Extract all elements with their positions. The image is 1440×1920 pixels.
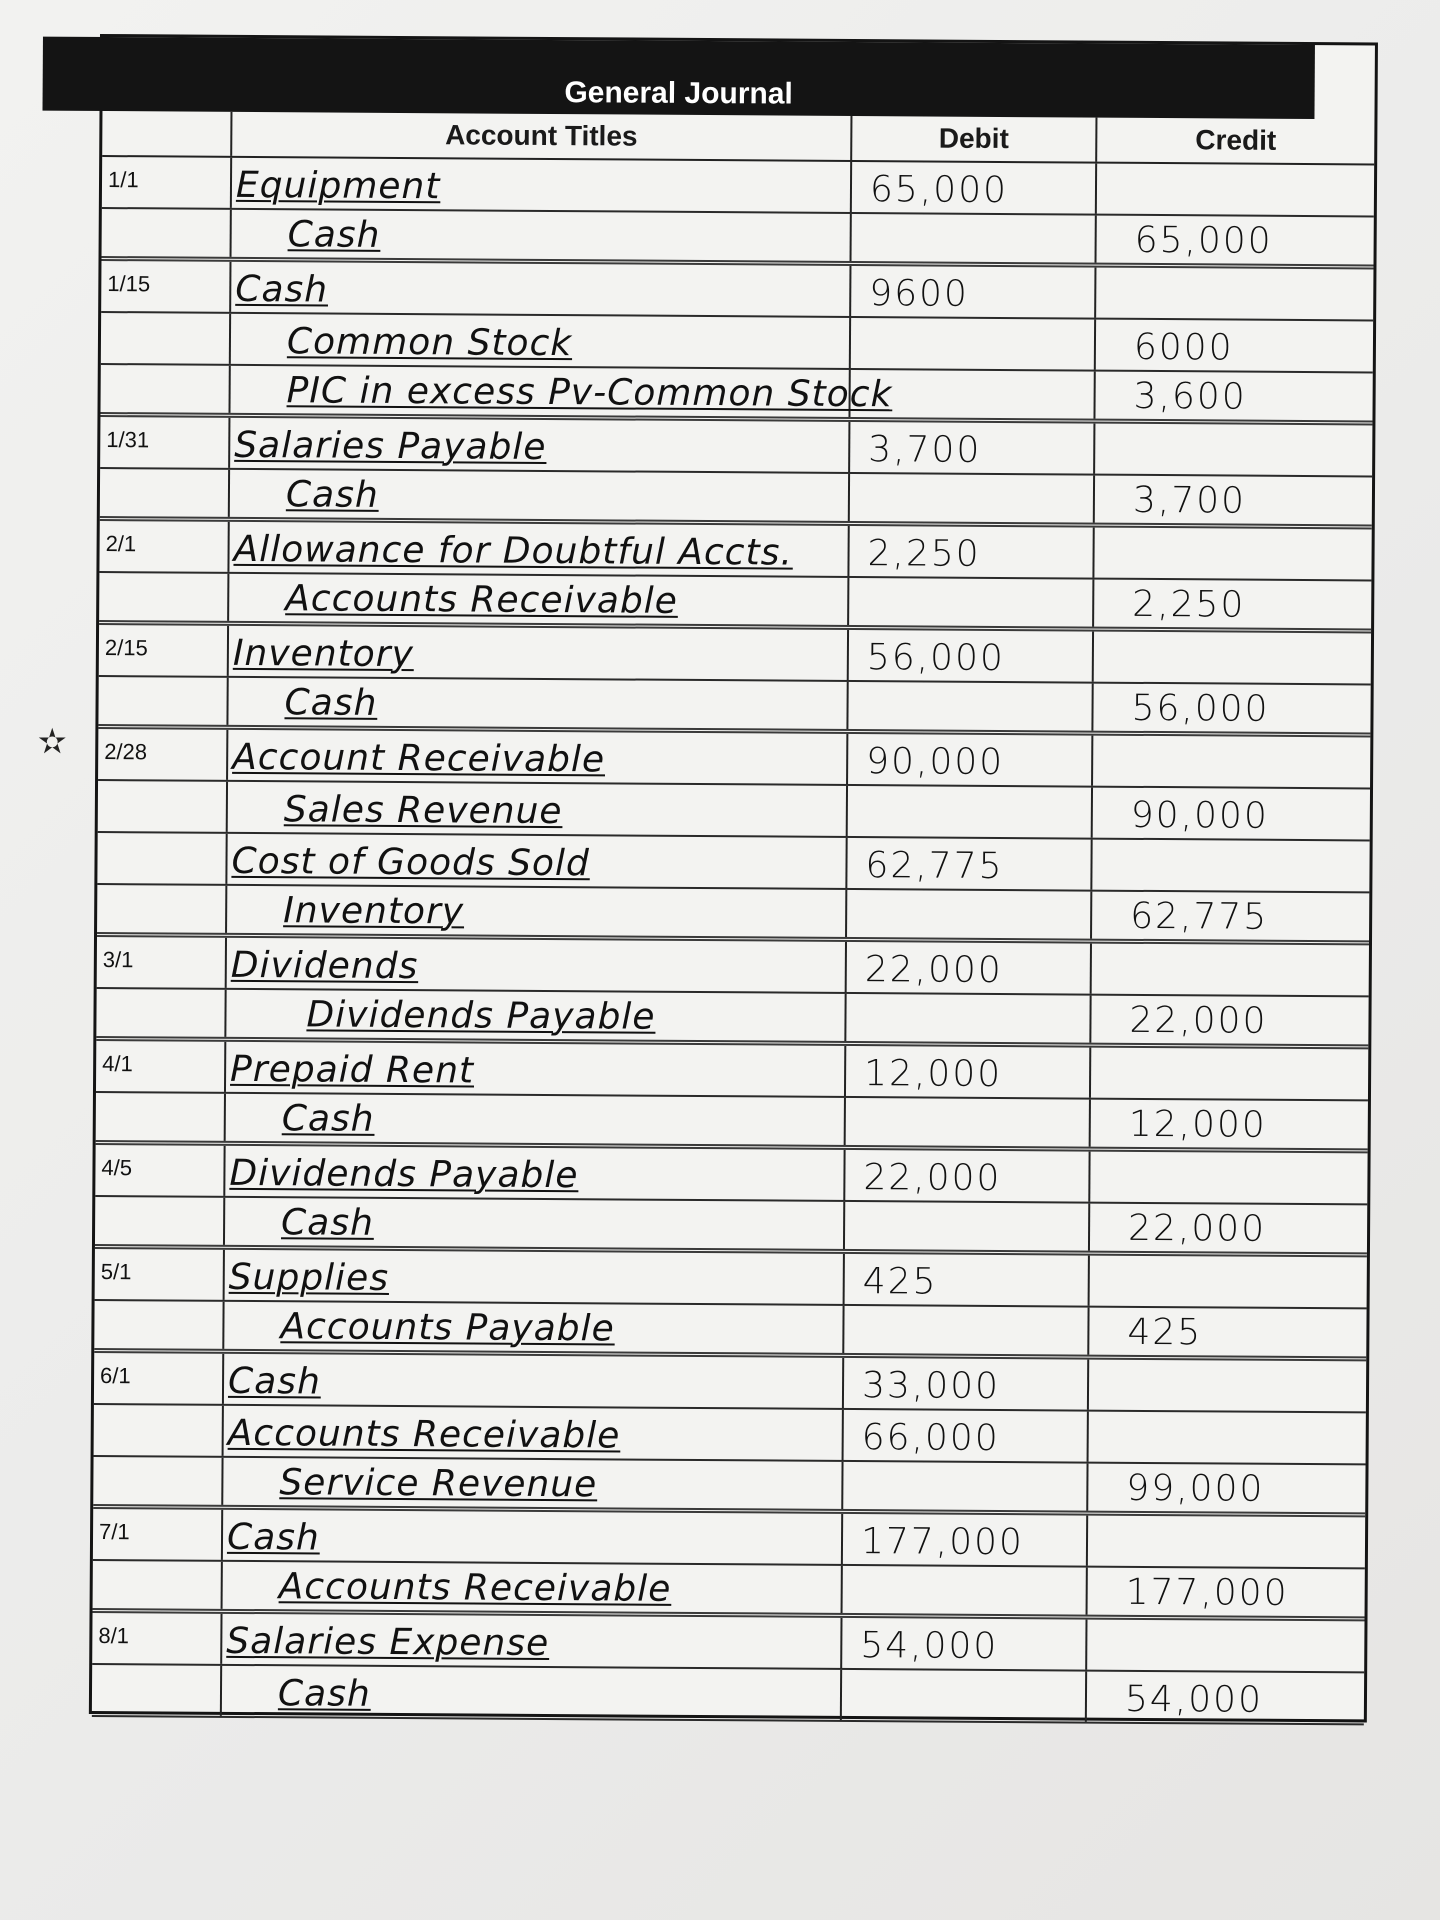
row-account-title-cell [231,262,851,316]
row-debit: 22,000 [863,1157,1002,1200]
row-date: 1/31 [106,427,150,453]
row-date-cell [100,365,230,413]
row-debit-cell [842,1670,1087,1722]
row-date: 2/15 [104,635,148,661]
row-account-title-cell [225,1146,845,1200]
row-date-cell [100,417,230,468]
journal-title: General Journal [42,37,1314,119]
row-debit-cell [851,266,1096,318]
row-date: 7/1 [98,1519,130,1545]
row-credit-cell [1089,1308,1366,1357]
row-credit: 425 [1127,1311,1203,1354]
row-account-title: Common Stock [286,321,573,365]
row-account-title-cell [226,990,846,1041]
journal-row [97,885,1369,945]
journal-row [98,677,1370,737]
account-titles-header: Account Titles [232,112,852,160]
row-date: 8/1 [98,1623,130,1649]
journal-row [92,1665,1364,1725]
row-debit-cell [845,1202,1090,1251]
journal-row [101,261,1373,321]
row-debit-cell [847,838,1092,890]
row-date: 2/28 [104,739,148,765]
row-credit-cell [1091,996,1368,1045]
row-date-cell [95,1145,225,1196]
row-account-title: Dividends Payable [229,1152,579,1197]
column-header-row [102,111,1374,165]
row-account-title-cell [227,938,847,992]
date-column-header [102,111,232,156]
row-credit-cell [1096,268,1373,320]
row-debit-cell [852,162,1097,214]
row-credit-cell [1093,736,1370,788]
row-account-title: Accounts Payable [280,1306,615,1350]
row-date-cell [92,1613,222,1664]
row-account-title-cell [228,782,848,836]
row-date-cell [93,1561,223,1609]
row-date-cell [101,261,231,312]
journal-row [97,833,1369,893]
row-date-cell [98,781,228,832]
row-date-cell [96,1041,226,1092]
margin-star-mark: ✫ [38,722,67,762]
row-account-title-cell [224,1406,844,1460]
row-account-title-cell [230,366,893,417]
journal-row [100,469,1372,529]
row-date-cell [97,885,227,933]
row-account-title-cell [224,1302,844,1353]
row-date: 2/1 [105,531,137,557]
row-debit-cell [848,682,1093,731]
row-account-title: Cost of Goods Sold [231,840,591,885]
row-account-title: Accounts Receivable [285,578,679,622]
row-account-title: Cash [281,1098,375,1140]
row-credit-cell [1090,1152,1367,1204]
row-account-title-cell [232,158,852,212]
journal-row [92,1613,1364,1673]
row-account-title: Inventory [232,632,414,676]
journal-row [94,1353,1366,1413]
row-credit: 22,000 [1127,1207,1267,1250]
row-account-title-cell [226,1094,846,1145]
journal-row [95,1249,1367,1309]
row-date: 4/5 [101,1155,133,1181]
row-date-cell [95,1197,225,1245]
journal-row [101,209,1373,269]
row-account-title-cell [229,522,849,576]
row-debit-cell [848,734,1093,786]
row-debit: 54,000 [860,1625,999,1667]
row-credit-cell [1088,1464,1365,1513]
row-credit-cell [1093,684,1370,733]
row-account-title: Salaries Payable [234,424,547,468]
row-date-cell [99,625,229,676]
row-credit-cell [1090,1256,1367,1308]
row-credit: 56,000 [1131,687,1270,730]
row-debit: 12,000 [863,1053,1003,1096]
row-credit-cell [1095,476,1372,525]
row-credit: 2,250 [1132,583,1246,626]
row-account-title: Cash [227,1360,321,1403]
row-date-cell [97,937,227,988]
row-account-title-cell [229,574,849,625]
journal-row [102,157,1374,217]
row-credit: 62,775 [1130,895,1269,938]
row-date-cell [93,1509,223,1560]
row-account-title: Sales Revenue [283,789,563,833]
row-debit: 62,775 [865,845,1004,888]
row-debit-cell [849,526,1094,578]
row-account-title-cell [225,1250,845,1304]
credit-header: Credit [1195,124,1277,156]
row-account-title-cell [227,886,847,937]
row-date-cell [100,469,230,517]
row-date-cell [93,1457,223,1505]
row-account-title-cell [222,1666,842,1720]
row-account-title: Prepaid Rent [230,1048,475,1092]
row-debit: 90,000 [866,741,1005,784]
row-date: 3/1 [102,947,134,973]
row-account-title: Service Revenue [279,1462,598,1506]
row-date-cell [98,729,228,780]
row-account-title-cell [229,626,849,680]
row-debit-cell [846,1098,1091,1147]
row-date-cell [95,1249,225,1300]
row-account-title-cell [224,1354,844,1408]
row-date-cell [94,1405,224,1456]
row-debit-cell [842,1618,1087,1670]
row-credit: 22,000 [1129,999,1268,1042]
journal-row [96,1093,1368,1153]
row-debit-cell [850,370,1095,419]
row-debit: 33,000 [861,1365,1001,1407]
row-account-title-cell [223,1510,843,1564]
journal-row [93,1457,1365,1517]
row-date-cell [98,677,228,725]
row-account-title-cell [226,1042,846,1096]
row-date-cell [92,1665,222,1716]
row-debit: 2,250 [867,533,981,575]
row-debit-cell [850,474,1095,523]
row-debit-cell [847,942,1092,994]
row-debit-cell [848,786,1093,838]
journal-row [97,937,1369,997]
row-credit-cell [1091,1048,1368,1100]
row-account-title: Cash [280,1202,375,1244]
row-debit-cell [845,1150,1090,1202]
row-account-title-cell [222,1614,842,1668]
row-debit-cell [850,422,1095,474]
row-debit-cell [852,214,1097,263]
row-date-cell [99,521,229,572]
row-account-title-cell [231,314,851,368]
row-date-cell [102,157,232,208]
row-debit-cell [851,318,1096,370]
row-account-title-cell [228,730,848,784]
row-credit-cell [1095,424,1372,476]
row-debit: 65,000 [869,169,1009,212]
row-account-title-cell [223,1562,843,1613]
row-credit-cell [1088,1516,1365,1568]
row-debit-cell [845,1254,1090,1306]
row-debit-cell [849,630,1094,682]
row-account-title: Cash [235,268,329,311]
journal-row [100,417,1372,477]
row-debit: 3,700 [868,429,982,471]
row-date-cell [94,1353,224,1404]
row-debit-cell [847,890,1092,939]
row-account-title-cell [225,1198,845,1249]
row-account-title: Cash [226,1516,320,1559]
journal-row [96,989,1368,1049]
row-account-title: Equipment [235,164,441,208]
row-credit-cell [1090,1204,1367,1253]
row-debit-cell [849,578,1094,627]
row-credit-cell [1087,1672,1364,1724]
row-debit-cell [844,1306,1089,1355]
row-credit-cell [1092,892,1369,941]
row-credit: 3,700 [1132,479,1247,522]
row-date: 1/1 [107,167,139,193]
row-debit: 9600 [869,273,970,315]
row-credit-cell [1097,216,1374,265]
row-credit: 54,000 [1124,1678,1264,1721]
row-date: 5/1 [100,1259,132,1285]
row-debit-cell [846,994,1091,1043]
row-credit-cell [1089,1412,1366,1464]
row-account-title: Allowance for Doubtful Accts. [233,528,794,574]
row-credit-cell [1095,372,1372,421]
row-credit: 3,600 [1133,375,1247,418]
row-account-title-cell [230,470,850,521]
row-account-title-cell [230,418,850,472]
row-account-title: Account Receivable [232,736,606,781]
row-date-cell [102,209,232,257]
row-account-title: Supplies [228,1256,390,1299]
row-debit-cell [844,1358,1089,1410]
journal-row [95,1197,1367,1257]
row-credit-cell [1097,164,1374,216]
journal-row [95,1145,1367,1205]
row-account-title: Cash [285,474,379,516]
row-credit: 6000 [1133,326,1234,369]
row-date: 6/1 [100,1363,131,1389]
row-account-title-cell [232,210,852,261]
row-account-title: Cash [277,1673,371,1715]
row-account-title-cell [228,678,848,729]
row-date: 4/1 [102,1051,133,1077]
row-account-title: PIC in excess Pv-Common Stock [286,370,893,416]
row-credit-cell [1092,840,1369,892]
row-account-title: Cash [284,682,378,724]
row-debit-cell [844,1410,1089,1462]
row-account-title: Salaries Expense [226,1620,550,1665]
row-debit-cell [843,1462,1088,1511]
row-date-cell [101,313,231,364]
row-account-title: Accounts Receivable [227,1412,621,1457]
row-date-cell [94,1301,224,1349]
row-debit: 22,000 [864,949,1003,992]
row-credit-cell [1089,1360,1366,1412]
row-debit: 66,000 [861,1417,1000,1459]
row-credit-cell [1087,1620,1364,1672]
row-account-title: Inventory [283,890,465,933]
row-debit-cell [843,1566,1088,1615]
journal-row [100,365,1372,425]
row-date-cell [96,989,226,1037]
row-credit: 99,000 [1126,1467,1265,1510]
row-account-title: Dividends [230,944,419,988]
row-credit-cell [1091,1100,1368,1149]
row-account-title-cell [227,834,847,888]
row-credit: 90,000 [1130,794,1269,837]
row-credit: 177,000 [1125,1571,1289,1614]
row-debit-cell [846,1046,1091,1098]
journal-row [99,521,1371,581]
journal-row [98,781,1370,841]
row-date-cell [99,573,229,621]
row-account-title: Cash [287,214,381,256]
general-journal-table [89,34,1378,1722]
row-credit-cell [1092,944,1369,996]
row-debit: 177,000 [860,1521,1025,1564]
journal-row [93,1509,1365,1569]
journal-row [101,313,1373,373]
row-credit-cell [1094,528,1371,580]
row-credit: 65,000 [1134,219,1273,262]
journal-row [99,625,1371,685]
journal-row [94,1301,1366,1361]
row-credit-cell [1094,580,1371,629]
row-account-title: Dividends Payable [306,994,656,1038]
row-account-title-cell [223,1458,843,1509]
journal-entries [92,157,1374,1725]
row-credit-cell [1096,320,1373,372]
journal-row [94,1405,1366,1465]
row-debit-cell [843,1514,1088,1566]
journal-row [99,573,1371,633]
row-debit: 56,000 [866,637,1005,680]
row-date: 1/15 [107,271,151,297]
row-credit-cell [1094,632,1371,684]
journal-row [96,1041,1368,1101]
row-debit: 425 [862,1261,938,1303]
row-credit-cell [1088,1568,1365,1617]
row-account-title: Accounts Receivable [278,1566,672,1610]
journal-row [93,1561,1365,1621]
row-credit: 12,000 [1128,1103,1267,1146]
row-date-cell [96,1093,226,1141]
debit-header: Debit [852,116,1097,162]
row-credit-cell [1093,788,1370,840]
row-date-cell [97,833,227,884]
journal-row [98,729,1370,789]
